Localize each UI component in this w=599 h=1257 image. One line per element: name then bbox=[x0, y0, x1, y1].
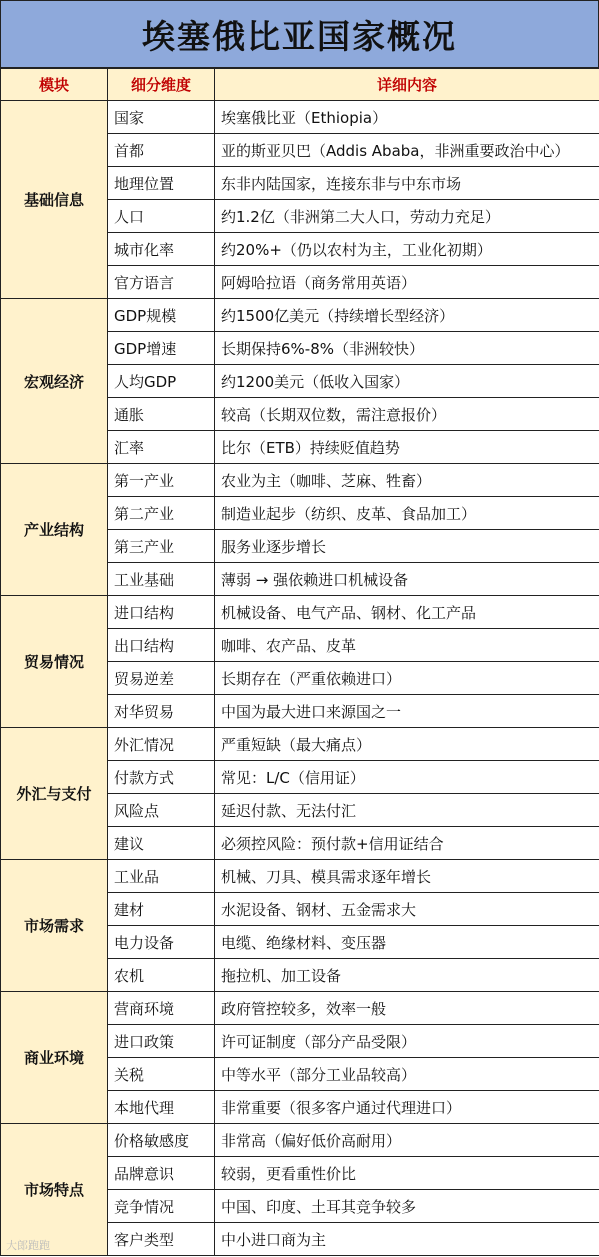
dimension-cell: 付款方式 bbox=[108, 761, 215, 794]
dimension-cell: 出口结构 bbox=[108, 629, 215, 662]
detail-cell: 非常重要（很多客户通过代理进口） bbox=[215, 1091, 599, 1124]
header-module: 模块 bbox=[1, 69, 108, 101]
detail-cell: 电缆、绝缘材料、变压器 bbox=[215, 926, 599, 959]
dimension-cell: 农机 bbox=[108, 959, 215, 992]
module-cell: 宏观经济 bbox=[1, 299, 108, 464]
dimension-cell: 对华贸易 bbox=[108, 695, 215, 728]
detail-cell: 薄弱 → 强依赖进口机械设备 bbox=[215, 563, 599, 596]
detail-cell: 服务业逐步增长 bbox=[215, 530, 599, 563]
dimension-cell: 人均GDP bbox=[108, 365, 215, 398]
dimension-cell: 城市化率 bbox=[108, 233, 215, 266]
detail-cell: 较弱，更看重性价比 bbox=[215, 1157, 599, 1190]
detail-cell: 约1200美元（低收入国家） bbox=[215, 365, 599, 398]
dimension-cell: 竞争情况 bbox=[108, 1190, 215, 1223]
detail-cell: 中等水平（部分工业品较高） bbox=[215, 1058, 599, 1091]
module-cell: 市场需求 bbox=[1, 860, 108, 992]
dimension-cell: 汇率 bbox=[108, 431, 215, 464]
detail-cell: 约1500亿美元（持续增长型经济） bbox=[215, 299, 599, 332]
dimension-cell: 外汇情况 bbox=[108, 728, 215, 761]
table-row bbox=[1, 1124, 599, 1157]
detail-cell: 约20%+（仍以农村为主，工业化初期） bbox=[215, 233, 599, 266]
detail-cell: 制造业起步（纺织、皮革、食品加工） bbox=[215, 497, 599, 530]
detail-cell: 约1.2亿（非洲第二大人口，劳动力充足） bbox=[215, 200, 599, 233]
module-cell: 产业结构 bbox=[1, 464, 108, 596]
module-cell: 商业环境 bbox=[1, 992, 108, 1124]
table-row bbox=[1, 860, 599, 893]
dimension-cell: GDP增速 bbox=[108, 332, 215, 365]
table-row bbox=[1, 728, 599, 761]
detail-cell: 中国为最大进口来源国之一 bbox=[215, 695, 599, 728]
detail-cell: 长期保持6%-8%（非洲较快） bbox=[215, 332, 599, 365]
dimension-cell: 官方语言 bbox=[108, 266, 215, 299]
dimension-cell: 建材 bbox=[108, 893, 215, 926]
dimension-cell: 第一产业 bbox=[108, 464, 215, 497]
module-cell: 市场特点 bbox=[1, 1124, 108, 1256]
detail-cell: 机械设备、电气产品、钢材、化工产品 bbox=[215, 596, 599, 629]
detail-cell: 许可证制度（部分产品受限） bbox=[215, 1025, 599, 1058]
dimension-cell: 进口政策 bbox=[108, 1025, 215, 1058]
table-row bbox=[1, 992, 599, 1025]
dimension-cell: 电力设备 bbox=[108, 926, 215, 959]
detail-cell: 非常高（偏好低价高耐用） bbox=[215, 1124, 599, 1157]
detail-cell: 较高（长期双位数，需注意报价） bbox=[215, 398, 599, 431]
detail-cell: 比尔（ETB）持续贬值趋势 bbox=[215, 431, 599, 464]
detail-cell: 东非内陆国家，连接东非与中东市场 bbox=[215, 167, 599, 200]
dimension-cell: 风险点 bbox=[108, 794, 215, 827]
dimension-cell: 通胀 bbox=[108, 398, 215, 431]
detail-cell: 阿姆哈拉语（商务常用英语） bbox=[215, 266, 599, 299]
dimension-cell: 关税 bbox=[108, 1058, 215, 1091]
table-row bbox=[1, 464, 599, 497]
detail-cell: 埃塞俄比亚（Ethiopia） bbox=[215, 101, 599, 134]
detail-cell: 必须控风险：预付款+信用证结合 bbox=[215, 827, 599, 860]
dimension-cell: 建议 bbox=[108, 827, 215, 860]
detail-cell: 中国、印度、土耳其竞争较多 bbox=[215, 1190, 599, 1223]
dimension-cell: 进口结构 bbox=[108, 596, 215, 629]
table-row bbox=[1, 299, 599, 332]
table-row bbox=[1, 596, 599, 629]
detail-cell: 严重短缺（最大痛点） bbox=[215, 728, 599, 761]
dimension-cell: 人口 bbox=[108, 200, 215, 233]
dimension-cell: 贸易逆差 bbox=[108, 662, 215, 695]
detail-cell: 中小进口商为主 bbox=[215, 1223, 599, 1256]
detail-cell: 机械、刀具、模具需求逐年增长 bbox=[215, 860, 599, 893]
detail-cell: 咖啡、农产品、皮革 bbox=[215, 629, 599, 662]
header-detail: 详细内容 bbox=[215, 69, 599, 101]
dimension-cell: 价格敏感度 bbox=[108, 1124, 215, 1157]
dimension-cell: 本地代理 bbox=[108, 1091, 215, 1124]
module-cell: 基础信息 bbox=[1, 101, 108, 299]
table-header-row bbox=[1, 69, 599, 101]
detail-cell: 拖拉机、加工设备 bbox=[215, 959, 599, 992]
overview-table bbox=[0, 68, 599, 1256]
watermark: 大郎跑跑 bbox=[6, 1239, 50, 1252]
module-cell: 贸易情况 bbox=[1, 596, 108, 728]
detail-cell: 长期存在（严重依赖进口） bbox=[215, 662, 599, 695]
detail-cell: 延迟付款、无法付汇 bbox=[215, 794, 599, 827]
dimension-cell: 第三产业 bbox=[108, 530, 215, 563]
detail-cell: 常见：L/C（信用证） bbox=[215, 761, 599, 794]
detail-cell: 亚的斯亚贝巴（Addis Ababa，非洲重要政治中心） bbox=[215, 134, 599, 167]
detail-cell: 政府管控较多，效率一般 bbox=[215, 992, 599, 1025]
table-body bbox=[1, 101, 599, 1256]
dimension-cell: 地理位置 bbox=[108, 167, 215, 200]
table-row bbox=[1, 101, 599, 134]
detail-cell: 水泥设备、钢材、五金需求大 bbox=[215, 893, 599, 926]
module-cell: 外汇与支付 bbox=[1, 728, 108, 860]
header-dimension: 细分维度 bbox=[108, 69, 215, 101]
dimension-cell: 品牌意识 bbox=[108, 1157, 215, 1190]
page-title: 埃塞俄比亚国家概况 bbox=[0, 0, 599, 68]
dimension-cell: 国家 bbox=[108, 101, 215, 134]
dimension-cell: 工业基础 bbox=[108, 563, 215, 596]
dimension-cell: 第二产业 bbox=[108, 497, 215, 530]
dimension-cell: 客户类型 bbox=[108, 1223, 215, 1256]
dimension-cell: 首都 bbox=[108, 134, 215, 167]
dimension-cell: 工业品 bbox=[108, 860, 215, 893]
dimension-cell: 营商环境 bbox=[108, 992, 215, 1025]
dimension-cell: GDP规模 bbox=[108, 299, 215, 332]
detail-cell: 农业为主（咖啡、芝麻、牲畜） bbox=[215, 464, 599, 497]
